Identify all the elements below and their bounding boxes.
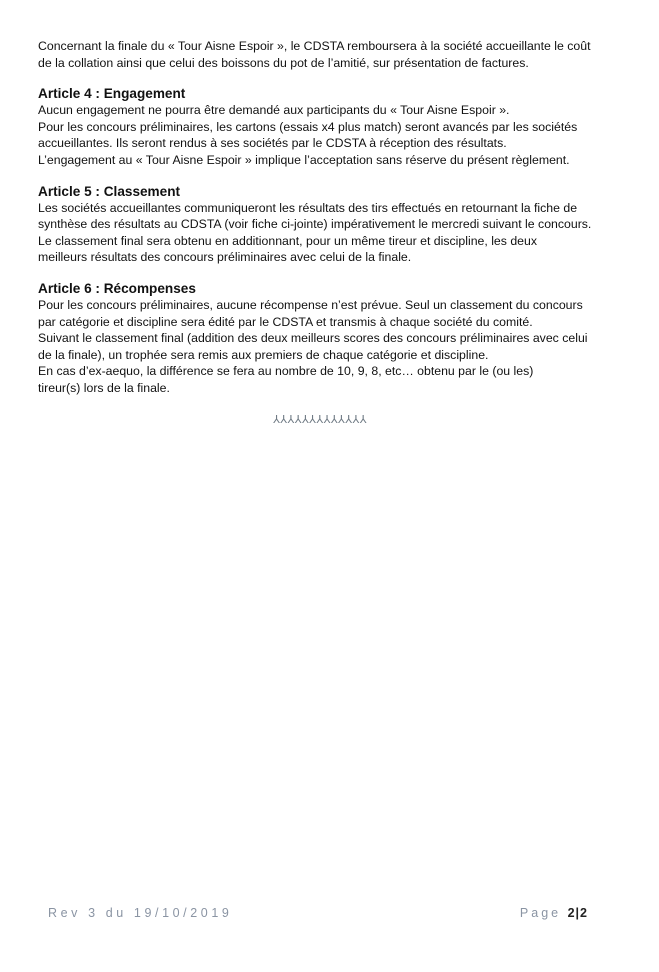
article-5-line: meilleurs résultats des concours préliminaires avec celui de la finale. [38, 250, 412, 265]
article-6-line: En cas d’ex-aequo, la différence se fera au nombre de 10, 9, 8, etc… obtenu par le (ou les) [38, 364, 534, 379]
intro-line: de la collation ainsi que celui des boissons du pot de l’amitié, sur présentation de factures. [38, 55, 529, 70]
article-4-section [38, 85, 613, 168]
intro-line: Concernant la finale du « Tour Aisne Espoir », le CDSTA remboursera à la société accueillante le coût [38, 39, 591, 53]
article-6-section [38, 280, 613, 397]
page-current: 2 [567, 906, 576, 920]
section-end-ornament: ⅄⅄⅄⅄⅄⅄⅄⅄⅄⅄⅄⅄⅄ [273, 414, 367, 426]
article-5-section [38, 183, 613, 266]
article-4-line: Pour les concours préliminaires, les cartons (essais x4 plus match) seront avancés par les sociétés [38, 119, 578, 134]
article-6-title: Article 6 : Récompenses [38, 280, 196, 296]
article-5-line: synthèse des résultats au CDSTA (voir fiche ci-jointe) impérativement le mercredi suivant le concours. [38, 217, 592, 232]
intro-section [38, 38, 613, 71]
article-6-line: Pour les concours préliminaires, aucune récompense n’est prévue. Seul un classement du concours [38, 297, 583, 312]
page-label: Page [519, 906, 562, 920]
article-5-line: Les sociétés accueillantes communiqueront les résultats des tirs effectués en retournant la fiche de [38, 200, 578, 215]
article-6-line: Suivant le classement final (addition des deux meilleurs scores des concours préliminaires avec celui [38, 331, 588, 346]
article-4-line: Aucun engagement ne pourra être demandé aux participants du « Tour Aisne Espoir ». [38, 103, 510, 118]
page-total: 2 [580, 906, 588, 920]
article-6-line: de la finale), un trophée sera remis aux premiers de chaque catégorie et discipline. [38, 347, 489, 362]
article-6-line: tireur(s) lors de la finale. [38, 380, 170, 395]
article-6-line: par catégorie et discipline sera édité par le CDSTA et transmis à chaque société du comité. [38, 314, 533, 329]
revision-label: Rev 3 du 19/10/2019 [48, 906, 233, 920]
article-5-title: Article 5 : Classement [38, 183, 181, 199]
page-separator: | [575, 906, 581, 920]
document-page [38, 38, 613, 397]
article-4-title: Article 4 : Engagement [38, 86, 186, 102]
page-number [520, 906, 588, 920]
article-4-line: L’engagement au « Tour Aisne Espoir » implique l’acceptation sans réserve du présent règlement. [38, 152, 570, 167]
article-5-line: Le classement final sera obtenu en additionnant, pour un même tireur et discipline, les deux [38, 233, 538, 248]
article-4-line: accueillantes. Ils seront rendus à ses sociétés par le CDSTA à réception des résultats. [38, 136, 507, 151]
